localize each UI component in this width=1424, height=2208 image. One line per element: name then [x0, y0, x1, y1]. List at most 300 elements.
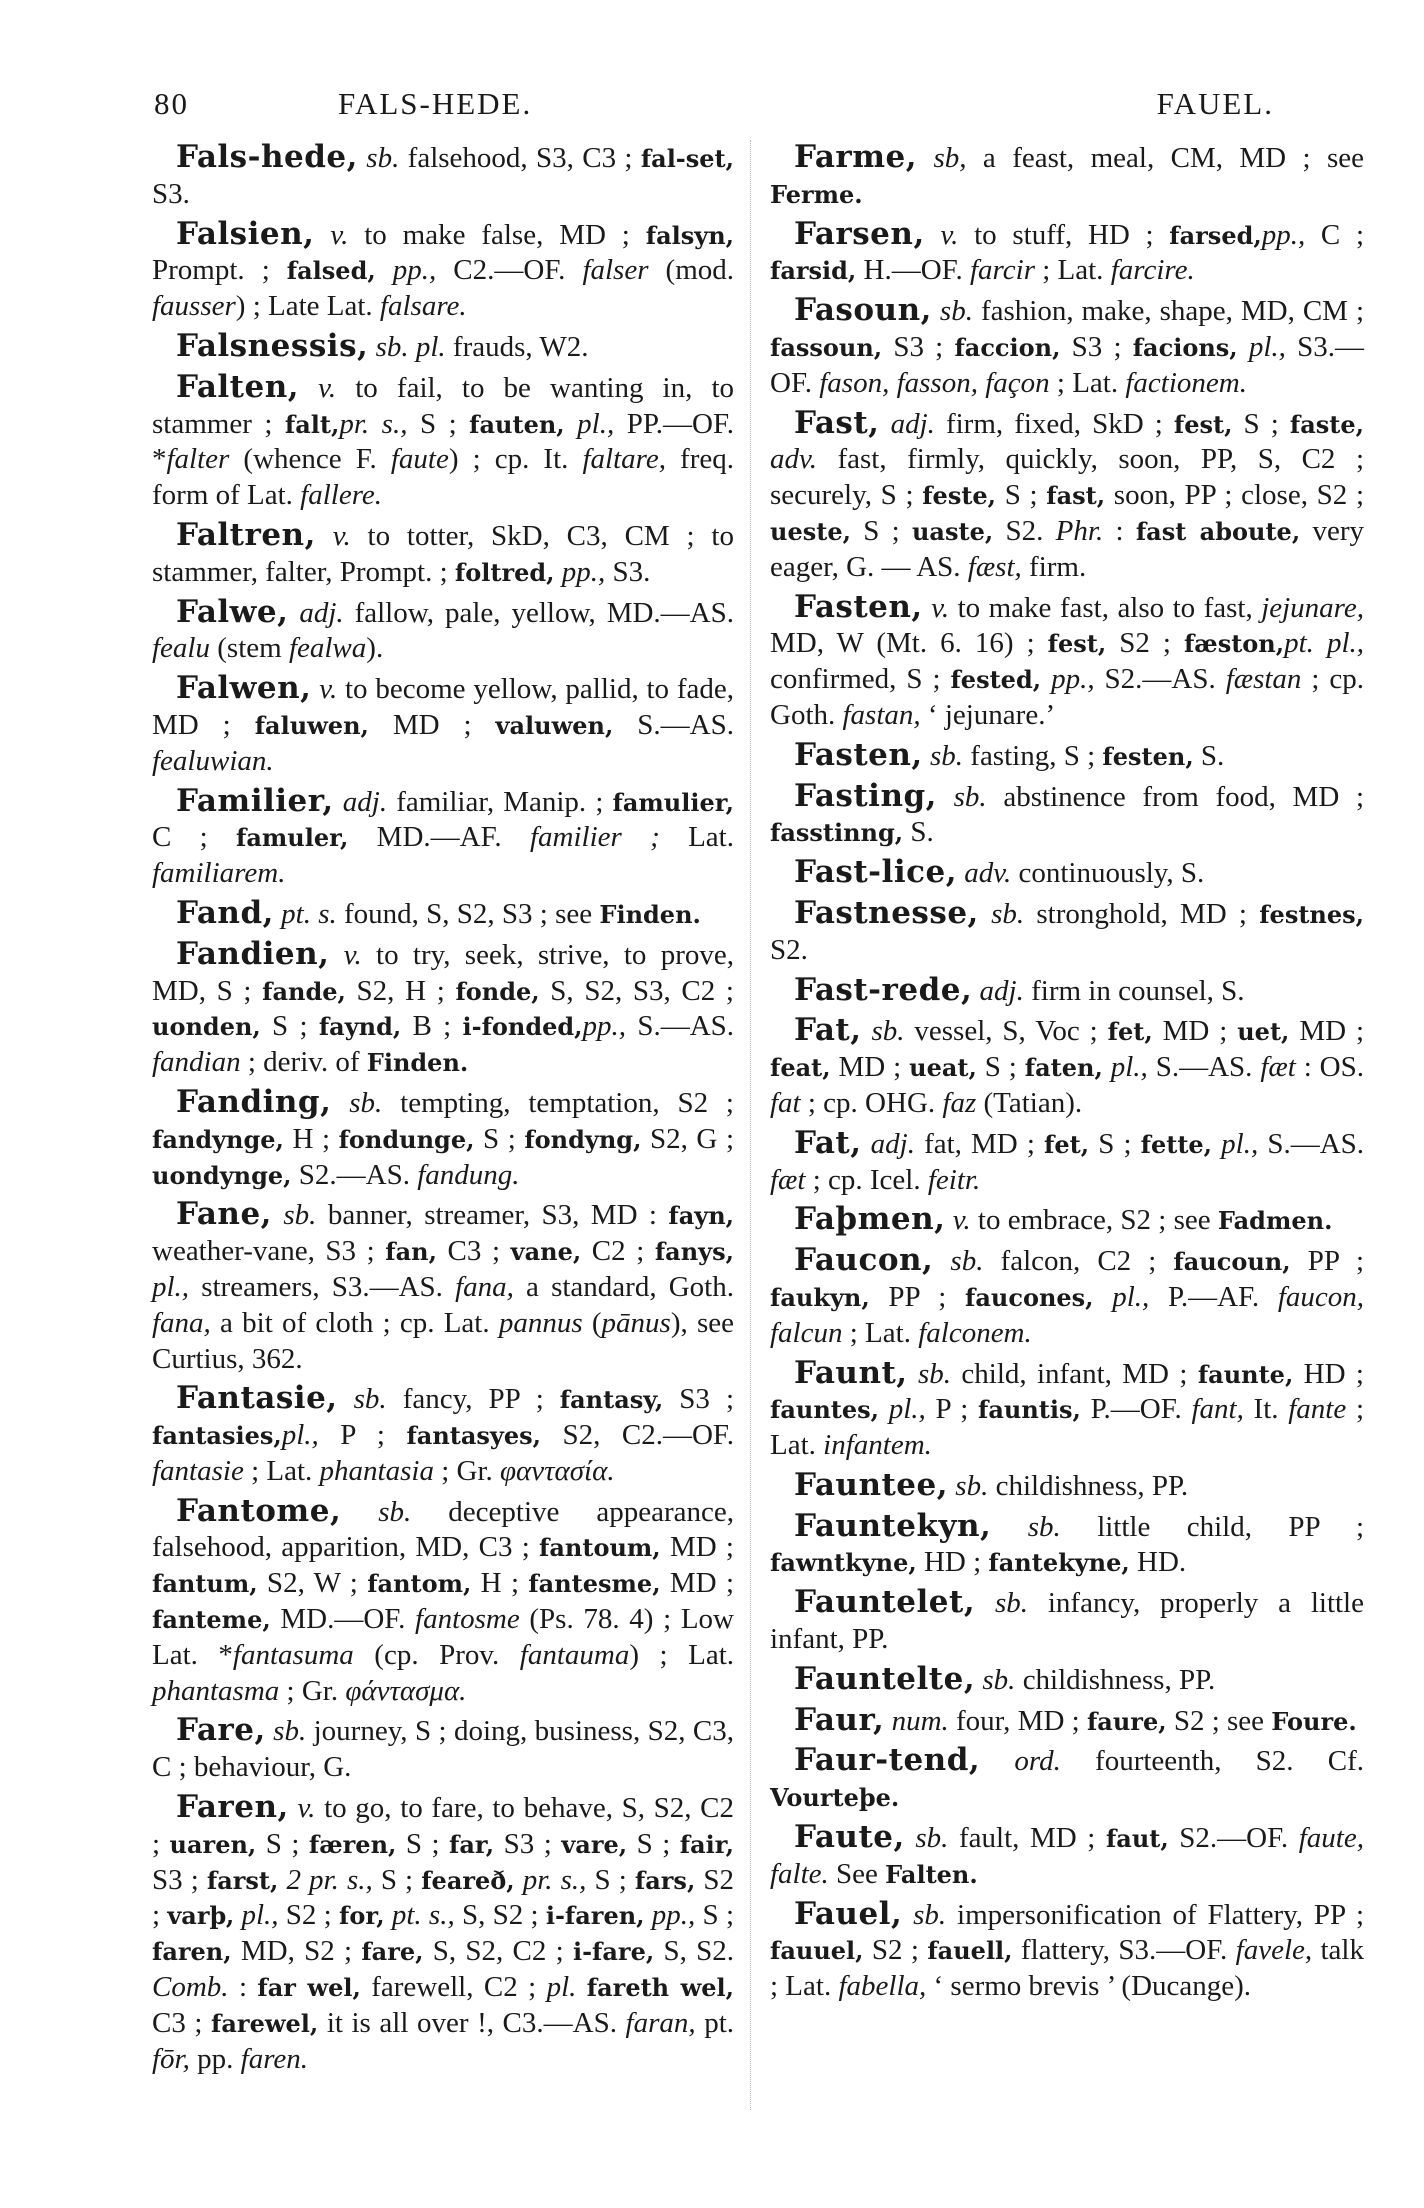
- italic-gloss: v.: [330, 218, 349, 251]
- dictionary-entry: [770, 1585, 1364, 1658]
- variant-form: falsyn,: [645, 220, 735, 250]
- dictionary-entry: [152, 1790, 734, 2077]
- variant-form: fareth wel,: [586, 1973, 735, 2003]
- definition-text: MD ;: [660, 1531, 734, 1564]
- italic-gloss: fallere.: [300, 479, 383, 512]
- variant-form: fantasy,: [559, 1385, 664, 1415]
- italic-gloss: sb.: [991, 897, 1025, 930]
- variant-form: fanteme,: [152, 1605, 271, 1635]
- variant-form: Fadmen.: [1217, 1206, 1333, 1236]
- definition-text: S.—AS.: [626, 1010, 735, 1043]
- definition-text: [515, 1864, 523, 1896]
- italic-gloss: num.: [891, 1704, 949, 1737]
- definition-text: a standard, Goth.: [513, 1270, 734, 1303]
- definition-text: ).: [366, 632, 384, 665]
- variant-form: fette,: [1140, 1129, 1213, 1159]
- italic-gloss: v.: [297, 1792, 316, 1825]
- variant-form: fet,: [1044, 1129, 1090, 1159]
- definition-text: journey, S ; doing, business, S2, C3, C ; behaviour, G.: [152, 1715, 734, 1784]
- headword: Fanding,: [176, 1083, 332, 1120]
- variant-form: faukyn,: [770, 1282, 870, 1312]
- variant-form: fantum,: [152, 1569, 258, 1599]
- definition-text: [555, 556, 562, 588]
- variant-form: Finden.: [599, 899, 701, 929]
- definition-text: S ;: [695, 1899, 734, 1932]
- variant-form: ueste,: [770, 516, 851, 546]
- headword: Faunt,: [794, 1354, 908, 1391]
- running-head: [150, 86, 1274, 126]
- italic-gloss: fason, fasson, façon: [819, 366, 1050, 399]
- italic-gloss: pp.,: [1261, 218, 1306, 251]
- dictionary-entry: [152, 1713, 734, 1786]
- italic-gloss: sb.: [913, 1898, 947, 1931]
- italic-gloss: falser: [582, 254, 649, 287]
- variant-form: far wel,: [257, 1973, 361, 2003]
- definition-text: ), see Curtius, 362.: [152, 1306, 734, 1375]
- italic-gloss: farcir: [970, 254, 1035, 287]
- definition-text: tempting, temptation, S2 ;: [382, 1086, 734, 1119]
- italic-gloss: sb.: [1027, 1510, 1061, 1543]
- variant-form: fantekyne,: [988, 1548, 1130, 1578]
- definition-text: S ;: [976, 1051, 1025, 1084]
- italic-gloss: pl.,: [241, 1899, 279, 1932]
- variant-form: uaren,: [169, 1829, 257, 1859]
- italic-gloss: faute, falte.: [770, 1822, 1364, 1890]
- headword: Fantasie,: [176, 1380, 338, 1417]
- dictionary-entry: [770, 779, 1364, 852]
- italic-gloss: v.: [343, 938, 362, 971]
- italic-gloss: adj.: [870, 1127, 915, 1160]
- headword: Fastnesse,: [794, 894, 979, 931]
- definition-text: banner, streamer, S3, MD :: [316, 1199, 669, 1232]
- definition-text: [645, 1899, 652, 1931]
- definition-text: S2 ;: [863, 1934, 928, 1967]
- definition-text: fast, firmly, quickly, soon, PP, S, C2 ; securely, S ;: [770, 443, 1364, 512]
- variant-form: falt,: [284, 409, 340, 439]
- italic-gloss: adj.: [342, 785, 388, 818]
- headword: Fasten,: [794, 736, 923, 773]
- italic-gloss: familiarem.: [152, 857, 286, 890]
- variant-form: fearеð,: [421, 1865, 515, 1895]
- variant-form: uaste,: [911, 516, 994, 546]
- headword: Fauntelet,: [794, 1584, 976, 1621]
- definition-text: C2.—OF.: [436, 254, 583, 287]
- italic-gloss: sb.: [378, 1495, 412, 1528]
- variant-form: fayn,: [668, 1201, 735, 1231]
- definition-text: HD ;: [1293, 1357, 1364, 1390]
- variant-form: i-fonded,: [462, 1012, 583, 1042]
- variant-form: fast,: [1046, 481, 1106, 511]
- italic-gloss: pr. s.,: [522, 1863, 587, 1896]
- italic-gloss: sb.: [283, 1199, 317, 1232]
- italic-gloss: sb. pl.: [375, 330, 446, 363]
- definition-text: S3 ;: [1060, 330, 1133, 363]
- definition-text: S, S2 ;: [454, 1899, 546, 1932]
- dictionary-entry: [152, 784, 734, 892]
- definition-text: H ;: [471, 1567, 529, 1600]
- definition-text: S2.: [993, 514, 1056, 547]
- dictionary-entry: [770, 1126, 1364, 1199]
- headword: Fat,: [794, 1012, 862, 1049]
- headword: Falten,: [176, 368, 300, 405]
- definition-text: P.—AF.: [1149, 1280, 1278, 1313]
- definition-text: childishness, PP.: [1015, 1663, 1216, 1696]
- variant-form: far,: [449, 1829, 495, 1859]
- definition-text: childishness, PP.: [988, 1469, 1189, 1502]
- definition-text: PP.—OF. *: [152, 407, 734, 476]
- variant-form: fantasies,: [152, 1421, 282, 1451]
- headword: Faren,: [176, 1789, 289, 1826]
- dictionary-entry: [770, 590, 1364, 734]
- italic-gloss: infantem.: [823, 1429, 932, 1462]
- variant-form: faste,: [1289, 409, 1365, 439]
- definition-text: P ;: [925, 1393, 979, 1426]
- dictionary-entry: [770, 406, 1364, 586]
- variant-form: fest,: [1047, 629, 1107, 659]
- definition-text: PP ;: [1290, 1245, 1365, 1278]
- italic-gloss: factionem.: [1125, 366, 1247, 399]
- headword: Faute,: [794, 1819, 905, 1856]
- italic-gloss: pl.,: [1248, 330, 1286, 363]
- definition-text: S ;: [256, 1827, 309, 1860]
- definition-text: falsehood, S3, C3 ;: [399, 142, 641, 174]
- variant-form: varþ,: [167, 1901, 235, 1931]
- variant-form: ueat,: [909, 1053, 977, 1083]
- definition-text: MD ;: [830, 1051, 910, 1084]
- variant-form: Ferme.: [770, 179, 863, 209]
- headword: Faltren,: [176, 516, 316, 553]
- italic-gloss: pannus: [498, 1306, 583, 1339]
- variant-form: fantesme,: [528, 1569, 661, 1599]
- definition-text: S3 ;: [152, 1863, 207, 1896]
- definition-text: ) ; Late Lat.: [235, 290, 380, 323]
- dictionary-entry: [152, 595, 734, 668]
- italic-gloss: fantasie: [152, 1454, 244, 1487]
- headword: Falsnessis,: [176, 327, 369, 364]
- variant-form: Vourteþe.: [770, 1783, 900, 1813]
- variant-form: fawntkyne,: [770, 1548, 917, 1578]
- headword: Fandien,: [176, 935, 330, 972]
- definition-text: stronghold, MD ;: [1024, 897, 1260, 930]
- variant-form: fonde,: [455, 976, 540, 1006]
- definition-text: S.—AS.: [1147, 1051, 1261, 1084]
- italic-gloss: fealwa: [288, 632, 367, 665]
- italic-gloss: pl.: [546, 1971, 577, 2004]
- definition-text: H.—OF.: [856, 254, 970, 287]
- variant-form: faut,: [1105, 1824, 1169, 1854]
- definition-text: P ;: [318, 1419, 407, 1452]
- definition-text: ; Gr.: [279, 1674, 346, 1707]
- italic-gloss: v.: [931, 591, 950, 624]
- definition-text: fashion, make, shape, MD, CM ;: [972, 295, 1365, 328]
- italic-gloss: pp.,: [392, 254, 437, 287]
- headword: Faþmen,: [794, 1201, 946, 1238]
- right-column: [770, 140, 1364, 2009]
- definition-text: P.—OF.: [1080, 1393, 1192, 1426]
- italic-gloss: sb.: [273, 1715, 307, 1748]
- variant-form: fest,: [1173, 409, 1233, 439]
- italic-gloss: v.: [940, 218, 959, 251]
- headword: Fals-hede,: [176, 139, 358, 175]
- variant-form: fantasyes,: [406, 1421, 541, 1451]
- definition-text: very eager, G. — AS.: [770, 514, 1364, 583]
- definition-text: weather-vane, S3 ;: [152, 1235, 386, 1268]
- definition-text: S ;: [372, 1863, 422, 1896]
- definition-text: ‘ jejunare.’: [920, 698, 1056, 731]
- definition-text: to stuff, HD ;: [958, 218, 1170, 251]
- italic-gloss: fabella,: [838, 1970, 927, 2003]
- variant-form: for,: [339, 1901, 385, 1931]
- italic-gloss: sb.: [982, 1663, 1016, 1696]
- italic-gloss: fōr,: [152, 2042, 190, 2075]
- definition-text: S ;: [260, 1010, 319, 1043]
- variant-form: festen,: [1102, 741, 1194, 771]
- italic-gloss: sb.: [915, 1822, 949, 1855]
- definition-text: a feast, meal, CM, MD ; see: [966, 142, 1364, 174]
- definition-text: impersonification of Flattery, PP ;: [946, 1898, 1364, 1931]
- definition-text: S, S2, C2 ;: [423, 1935, 573, 1968]
- headword: Fauntee,: [794, 1466, 949, 1503]
- italic-gloss: sb.: [917, 1357, 952, 1390]
- definition-text: C3 ;: [436, 1235, 511, 1268]
- definition-text: S3.: [152, 177, 190, 210]
- definition-text: S2.: [770, 933, 808, 966]
- definition-text: soon, PP ; close, S2 ;: [1105, 479, 1364, 512]
- definition-text: HD.: [1129, 1546, 1187, 1579]
- variant-form: famulier,: [612, 787, 734, 817]
- italic-gloss: sb.: [353, 1383, 387, 1416]
- definition-text: MD.—AF.: [348, 821, 530, 854]
- italic-gloss: fealuwian.: [152, 744, 274, 777]
- dictionary-entry: [770, 1509, 1364, 1582]
- definition-text: S ;: [996, 479, 1047, 512]
- definition-text: firm, fixed, SkD ;: [934, 407, 1174, 440]
- definition-text: :: [228, 1971, 258, 2004]
- definition-text: B ;: [401, 1010, 463, 1043]
- definition-text: [1212, 1128, 1221, 1160]
- definition-text: falcon, C2 ;: [983, 1245, 1174, 1278]
- definition-text: S2 ;: [152, 1863, 735, 1932]
- variant-form: foltred,: [454, 557, 555, 587]
- definition-text: ) ; Lat.: [629, 1638, 734, 1671]
- definition-text: found, S, S2, S3 ; see: [336, 897, 600, 930]
- variant-form: festnes,: [1259, 899, 1365, 929]
- dictionary-entry: [152, 329, 734, 366]
- italic-gloss: 2 pr. s.,: [286, 1863, 373, 1896]
- definition-text: deceptive appearance, falsehood, apparition, MD, C3 ;: [152, 1495, 734, 1564]
- italic-gloss: φάντασμα.: [345, 1674, 467, 1707]
- variant-form: faynd,: [318, 1012, 402, 1042]
- dictionary-entry: [152, 217, 734, 325]
- italic-gloss: v.: [319, 673, 338, 706]
- variant-form: uondynge,: [152, 1160, 292, 1190]
- headword: Fast-lice,: [794, 854, 957, 891]
- dictionary-entry: [770, 293, 1364, 401]
- variant-form: i-faren,: [545, 1901, 645, 1931]
- italic-gloss: fana,: [455, 1270, 514, 1303]
- left-running-head: FALS-HEDE.: [338, 86, 533, 121]
- italic-gloss: fæt: [770, 1163, 806, 1196]
- italic-gloss: pp.,: [651, 1899, 696, 1932]
- dictionary-entry: [770, 855, 1364, 892]
- italic-gloss: pt. s.: [281, 897, 337, 930]
- variant-form: fested,: [950, 665, 1042, 695]
- definition-text: S2 ;: [1106, 627, 1184, 660]
- definition-text: fancy, PP ;: [386, 1383, 560, 1416]
- column-divider: [750, 140, 751, 2110]
- italic-gloss: pr. s.,: [339, 407, 408, 440]
- italic-gloss: sb.: [871, 1015, 905, 1048]
- definition-text: MD ;: [1289, 1015, 1365, 1048]
- italic-gloss: sb.: [939, 295, 973, 328]
- variant-form: fauntis,: [978, 1395, 1081, 1425]
- dictionary-entry: [152, 937, 734, 1081]
- italic-gloss: fantauma: [519, 1638, 630, 1671]
- headword: Fauel,: [794, 1895, 903, 1932]
- variant-form: famuler,: [236, 823, 349, 853]
- definition-text: MD ;: [1152, 1015, 1238, 1048]
- definition-text: fasting, S ;: [963, 739, 1103, 772]
- variant-form: farsed,: [1169, 220, 1262, 250]
- dictionary-entry: [152, 1494, 734, 1710]
- definition-text: [1041, 663, 1051, 695]
- definition-text: four, MD ;: [948, 1704, 1087, 1737]
- headword: Falwen,: [176, 670, 312, 707]
- italic-gloss: pp.,: [1051, 663, 1095, 696]
- definition-text: S2, G ;: [641, 1122, 734, 1155]
- definition-text: S2.—AS.: [1094, 663, 1226, 696]
- definition-text: S ;: [474, 1122, 525, 1155]
- definition-text: to try, seek, strive, to prove, MD, S ;: [152, 938, 735, 1007]
- definition-text: S2, H ;: [345, 974, 456, 1007]
- definition-text: child, infant, MD ;: [951, 1357, 1198, 1390]
- definition-text: it is all over !, C3.—AS.: [318, 2006, 626, 2039]
- definition-text: firm.: [1021, 550, 1087, 583]
- headword: Faucon,: [794, 1242, 934, 1279]
- italic-gloss: faz: [942, 1086, 977, 1119]
- italic-gloss: adj.: [890, 407, 935, 440]
- variant-form: falsed,: [286, 256, 376, 286]
- definition-text: to make fast, also to fast,: [949, 591, 1262, 624]
- variant-form: facions,: [1132, 332, 1238, 362]
- definition-text: to make false, MD ;: [348, 218, 646, 251]
- variant-form: valuwen,: [495, 710, 614, 740]
- dictionary-entry: [152, 140, 734, 213]
- italic-gloss: sb,: [933, 142, 967, 174]
- headword: Familier,: [176, 782, 334, 819]
- variant-form: fantom,: [367, 1569, 472, 1599]
- variant-form: fondunge,: [338, 1124, 475, 1154]
- dictionary-entry: [152, 370, 734, 514]
- italic-gloss: pl.,: [1221, 1127, 1259, 1160]
- variant-form: fantoum,: [539, 1533, 661, 1563]
- dictionary-entry: [770, 1743, 1364, 1816]
- italic-gloss: fæst,: [967, 550, 1022, 583]
- italic-gloss: v.: [332, 519, 351, 552]
- italic-gloss: sb.: [955, 1469, 989, 1502]
- dictionary-entry: [152, 1197, 734, 1377]
- variant-form: vane,: [510, 1237, 582, 1267]
- italic-gloss: v.: [318, 371, 337, 404]
- definition-text: (: [582, 1306, 602, 1339]
- definition-text: S, S2.: [654, 1935, 734, 1968]
- variant-form: faure,: [1086, 1706, 1167, 1736]
- definition-text: ; cp. Goth.: [770, 663, 1365, 731]
- definition-text: ; Lat.: [243, 1454, 320, 1487]
- italic-gloss: v.: [952, 1204, 971, 1237]
- headword: Falsien,: [176, 215, 315, 252]
- definition-text: S2 ;: [278, 1899, 339, 1932]
- definition-text: fat, MD ;: [914, 1127, 1045, 1160]
- headword: Fare,: [176, 1712, 266, 1749]
- definition-text: firm in counsel, S.: [1023, 974, 1245, 1007]
- definition-text: Prompt. ;: [152, 254, 287, 287]
- definition-text: [1238, 331, 1249, 363]
- italic-gloss: pt. pl.,: [1284, 627, 1364, 660]
- italic-gloss: feitr.: [927, 1163, 981, 1196]
- definition-text: a bit of cloth ; cp. Lat.: [210, 1306, 499, 1339]
- definition-text: S ;: [396, 1827, 450, 1860]
- variant-form: fandynge,: [152, 1124, 284, 1154]
- variant-form: færen,: [308, 1829, 397, 1859]
- definition-text: ‘ sermo brevis ’ (Ducange).: [926, 1970, 1252, 2003]
- definition-text: [565, 408, 578, 440]
- variant-form: vare,: [561, 1829, 628, 1859]
- definition-text: S3.—OF.: [770, 330, 1365, 399]
- dictionary-entry: [770, 217, 1364, 290]
- variant-form: faluwen,: [254, 710, 369, 740]
- variant-form: feat,: [770, 1053, 831, 1083]
- definition-text: pt.: [695, 2006, 735, 2039]
- definition-text: S ;: [850, 514, 912, 547]
- italic-gloss: fealu: [152, 632, 210, 665]
- headword: Fat,: [794, 1124, 862, 1161]
- variant-form: fauell,: [927, 1936, 1013, 1966]
- definition-text: MD, W (Mt. 6. 16) ;: [770, 627, 1048, 660]
- variant-form: fal-set,: [640, 144, 734, 173]
- italic-gloss: favele,: [1235, 1934, 1313, 1967]
- italic-gloss: fana,: [152, 1306, 211, 1339]
- italic-gloss: phantasma: [152, 1674, 280, 1707]
- dictionary-entry: [770, 140, 1364, 213]
- definition-text: [376, 254, 393, 286]
- definition-text: flattery, S3.—OF.: [1012, 1934, 1236, 1967]
- variant-form: fæston,: [1183, 629, 1285, 659]
- definition-text: to embrace, S2 ; see: [970, 1204, 1218, 1237]
- definition-text: pp.: [189, 2042, 241, 2075]
- italic-gloss: sb.: [349, 1086, 383, 1119]
- definition-text: C ;: [152, 821, 237, 854]
- variant-form: faren,: [152, 1937, 232, 1967]
- dictionary-entry: [770, 738, 1364, 775]
- variant-form: fauntes,: [770, 1395, 879, 1425]
- italic-gloss: pt. s.,: [391, 1899, 455, 1932]
- italic-gloss: sb.: [950, 1245, 984, 1278]
- definition-text: S.: [903, 816, 934, 849]
- variant-form: feste,: [922, 481, 997, 511]
- italic-gloss: fant,: [1191, 1393, 1244, 1426]
- italic-gloss: pl.,: [1110, 1051, 1148, 1084]
- variant-form: fare,: [361, 1937, 424, 1967]
- definition-text: MD ;: [368, 708, 496, 741]
- definition-text: S3.: [605, 555, 651, 588]
- definition-text: talk ; Lat.: [770, 1934, 1364, 2003]
- italic-gloss: fantasuma: [232, 1638, 354, 1671]
- italic-gloss: fæstan: [1225, 663, 1302, 696]
- italic-gloss: fæt: [1260, 1051, 1296, 1084]
- variant-form: farst,: [206, 1865, 279, 1895]
- headword: Fand,: [176, 894, 274, 931]
